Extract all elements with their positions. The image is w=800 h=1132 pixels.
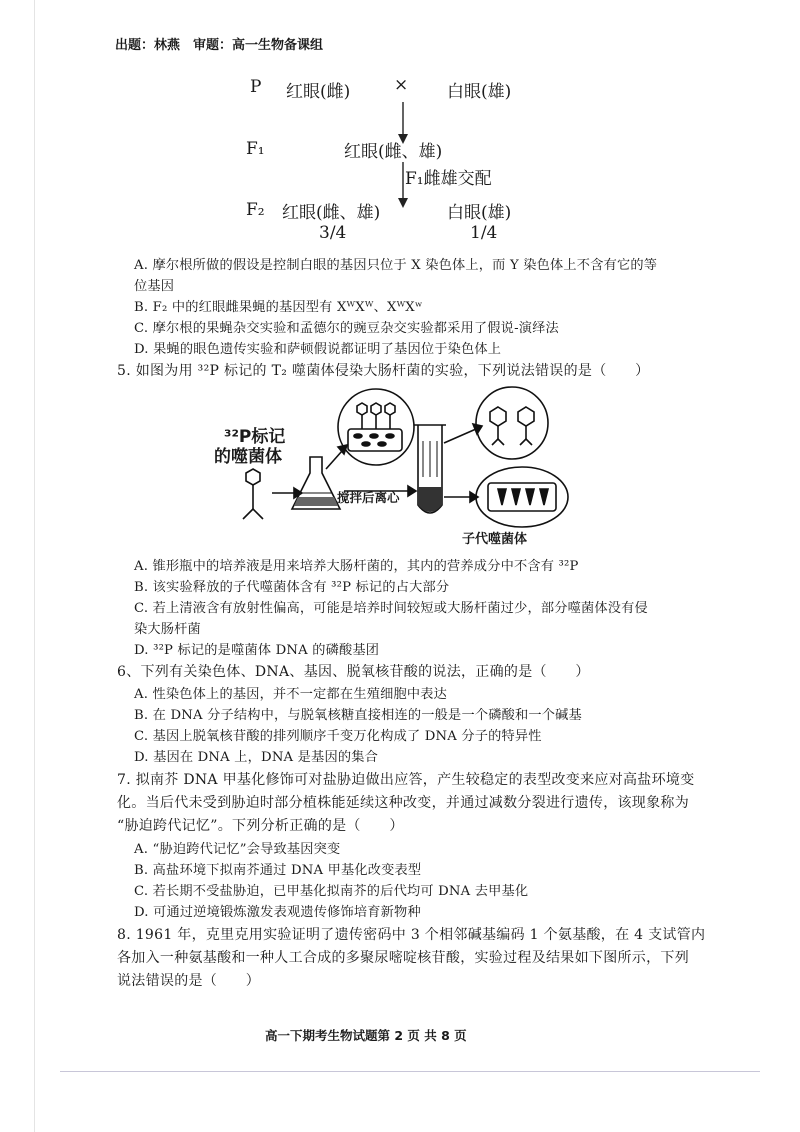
centrifuge-tube-icon [414, 425, 446, 513]
f1-mating: F₁雌雄交配 [405, 169, 492, 189]
q5-option-b: B. 该实验释放的子代噬菌体含有 ³²P 标记的占大部分 [134, 580, 450, 595]
progeny-phage-circle [476, 467, 568, 527]
q5-option-d: D. ³²P 标记的是噬菌体 DNA 的磷酸基团 [134, 643, 380, 658]
q6-option-c: C. 基因上脱氧核苷酸的排列顺序千变万化构成了 DNA 分子的特异性 [134, 729, 542, 744]
fig-label-stir: 搅拌后离心 [337, 490, 400, 505]
exam-header: 出题：林燕 审题：高一生物备课组 [115, 38, 324, 53]
experiment-drawing [230, 385, 570, 530]
q5-stem: 5. 如图为用 ³²P 标记的 T₂ 噬菌体侵染大肠杆菌的实验，下列说法错误的是（ ） [117, 363, 650, 379]
f2-white-ratio: 1/4 [470, 223, 498, 243]
q4-option-a-line1: A. 摩尔根所做的假设是控制白眼的基因只位于 X 染色体上，而 Y 染色体上不含有它的等 [134, 258, 658, 273]
q6-option-b: B. 在 DNA 分子结构中，与脱氧核糖直接相连的一般是一个磷酸和一个碱基 [134, 708, 582, 723]
q5-option-c-line2: 染大肠杆菌 [134, 622, 201, 637]
q7-stem-line3: “胁迫跨代记忆”。下列分析正确的是（ ） [117, 818, 404, 834]
q5-option-c-line1: C. 若上清液含有放射性偏高，可能是培养时间较短或大肠杆菌过少，部分噬菌体没有侵 [134, 601, 648, 616]
scan-edge [34, 0, 35, 1132]
q4-option-d: D. 果蝇的眼色遗传实验和萨顿假说都证明了基因位于染色体上 [134, 342, 502, 357]
q4-option-a-line2: 位基因 [134, 279, 175, 294]
infection-zoom-circle [338, 389, 414, 465]
q7-option-d: D. 可通过逆境锻炼激发表观遗传修饰培育新物种 [134, 905, 421, 920]
f2-red: 红眼(雌、雄) [282, 203, 381, 223]
f2-label: F₂ [246, 200, 265, 220]
q7-option-b: B. 高盐环境下拟南芥通过 DNA 甲基化改变表型 [134, 863, 422, 878]
q7-option-a: A. “胁迫跨代记忆”会导致基因突变 [134, 842, 341, 857]
q8-stem-line2: 各加入一种氨基酸和一种人工合成的多聚尿嘧啶核苷酸，实验过程及结果如下图所示，下列 [117, 950, 689, 966]
p-female: 红眼(雌) [286, 82, 351, 102]
supernatant-phage-circle [476, 387, 548, 459]
q7-stem-line2: 化。当后代未受到胁迫时部分植株能延续这种改变，并通过减数分裂进行遗传，该现象称为 [117, 795, 689, 811]
fig-label-32p: ³²P标记 [224, 427, 286, 447]
f1-label: F₁ [246, 139, 265, 159]
fig-label-phage: 的噬菌体 [214, 447, 282, 467]
fig-label-progeny: 子代噬菌体 [462, 532, 528, 547]
q6-option-a: A. 性染色体上的基因，并不一定都在生殖细胞中表达 [134, 687, 448, 702]
cross-symbol: × [394, 75, 409, 95]
q7-option-c: C. 若长期不受盐胁迫，已甲基化拟南芥的后代均可 DNA 去甲基化 [134, 884, 529, 899]
q8-stem-line3: 说法错误的是（ ） [117, 973, 260, 989]
f2-red-ratio: 3/4 [319, 223, 347, 243]
f2-white: 白眼(雄) [447, 203, 512, 223]
q8-stem-line1: 8. 1961 年，克里克用实验证明了遗传密码中 3 个相邻碱基编码 1 个氨基酸，在 4 支试管内 [117, 927, 706, 943]
q4-option-b: B. F₂ 中的红眼雌果蝇的基因型有 XᵂXᵂ、XᵂXʷ [134, 300, 423, 315]
q6-option-d: D. 基因在 DNA 上，DNA 是基因的集合 [134, 750, 378, 765]
page-footer: 高一下期考生物试题第 2 页 共 8 页 [265, 1028, 467, 1043]
q4-option-c: C. 摩尔根的果蝇杂交实验和孟德尔的豌豆杂交实验都采用了假说-演绎法 [134, 321, 559, 336]
labeled-phage-icon [243, 469, 263, 519]
flask-icon [292, 457, 340, 509]
q7-stem-line1: 7. 拟南芥 DNA 甲基化修饰可对盐胁迫做出应答，产生较稳定的表型改变来应对高盐环境变 [117, 772, 695, 788]
f1-offspring: 红眼(雌、雄) [344, 142, 443, 162]
p-male: 白眼(雄) [447, 82, 512, 102]
q5-option-a: A. 锥形瓶中的培养液是用来培养大肠杆菌的，其内的营养成分中不含有 ³²P [134, 559, 579, 574]
scan-bottom-line [60, 1071, 760, 1072]
p-label: P [250, 77, 262, 97]
q6-stem: 6、下列有关染色体、DNA、基因、脱氧核苷酸的说法，正确的是（ ） [117, 664, 590, 680]
